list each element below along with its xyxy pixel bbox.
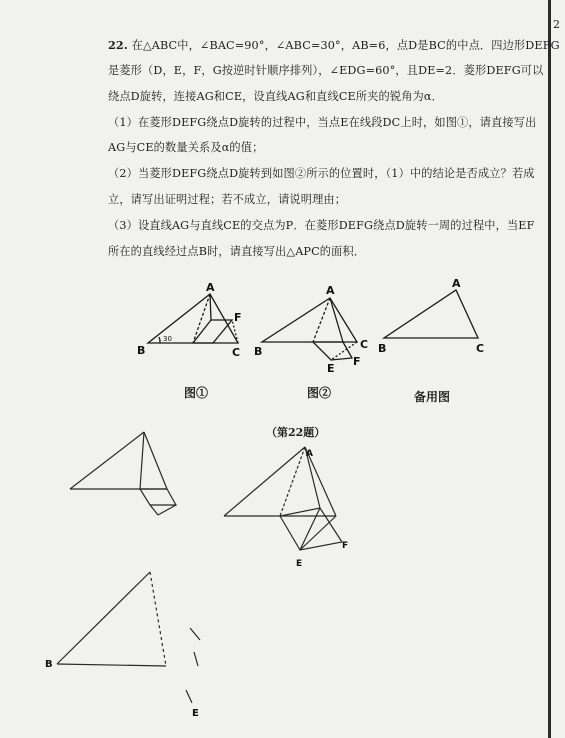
fig1-label-b: B: [137, 344, 146, 357]
spare-label-c: C: [476, 342, 485, 355]
part2-line-1: （2）当菱形DEFG绕点D旋转到如图②所示的位置时，（1）中的结论是否成立？若成: [108, 167, 535, 180]
part3-line-2: 所在的直线经过点B时，请直接写出△APC的面积．: [108, 245, 366, 258]
sketch3-side-ab: [57, 572, 150, 664]
fig1-label-f: F: [234, 311, 242, 324]
figure-2: [262, 298, 357, 360]
sketch1-line-ad: [140, 432, 144, 489]
fig2-label-b: B: [254, 345, 263, 358]
fig2-caption: 图②: [307, 386, 332, 400]
sketch1-extension-2: [158, 505, 176, 515]
fig2-triangle-abc: [262, 298, 357, 342]
problem-text-line: 在△ABC中，∠BAC=90°，∠ABC=30°，AB=6，点D是BC的中点．四边形DEFG: [131, 39, 560, 52]
problem-number: 22.: [108, 38, 128, 52]
student-sketch-3: [57, 572, 200, 703]
sketch3-side-bc: [57, 664, 166, 666]
sketch2-label-a: A: [306, 449, 313, 459]
sketch3-tick-2: [194, 652, 198, 666]
question-caption: （第22题）: [266, 426, 326, 439]
part3-line-1: （3）设直线AG与直线CE的交点为P．在菱形DEFG绕点D旋转一周的过程中，当EF: [108, 219, 535, 232]
sketch2-label-e: E: [296, 559, 303, 569]
fig2-label-a: A: [326, 284, 335, 297]
sketch2-diagonal: [300, 508, 320, 550]
fig1-label-c: C: [232, 346, 241, 359]
spare-figure-caption: 备用图: [414, 390, 451, 404]
fig2-label-e: E: [327, 362, 335, 375]
fig2-segment-ag: [330, 298, 343, 342]
part2-line-2: 立，请写出证明过程；若不成立，请说明理由；: [108, 193, 347, 206]
sketch3-side-ac: [150, 572, 166, 666]
fig2-median-ad: [313, 298, 330, 342]
fig1-label-a: A: [206, 281, 215, 294]
spare-triangle-abc: [384, 290, 478, 338]
page-corner-mark: 2: [553, 18, 560, 31]
student-sketch-2: [224, 447, 342, 550]
sketch1-rhombus: [140, 489, 176, 505]
fig2-label-f: F: [353, 355, 361, 368]
student-sketch-1: [70, 432, 176, 515]
figure-1: [148, 294, 238, 343]
sketch2-label-f: F: [342, 541, 349, 551]
spare-label-b: B: [378, 342, 387, 355]
fig1-segment-ag: [210, 294, 211, 320]
part1-line-2: AG与CE的数量关系及α的值；: [108, 141, 264, 154]
sketch3-label-e: E: [192, 708, 199, 719]
sketch3-tick-3: [186, 690, 192, 703]
spare-figure: [384, 290, 478, 338]
fig2-rhombus-defg: [313, 342, 352, 360]
fig1-triangle-abc: [148, 294, 238, 343]
fig1-caption: 图①: [184, 386, 209, 400]
part1-line-1: （1）在菱形DEFG绕点D旋转的过程中，当点E在线段DC上时，如图①，请直接写出: [108, 116, 537, 129]
fig1-angle-mark: [159, 337, 160, 343]
fig2-label-c: C: [360, 338, 369, 351]
sketch1-extension: [150, 505, 158, 515]
sketch2-rhombus: [280, 508, 342, 550]
sketch1-side-ab: [70, 432, 144, 489]
sketch3-label-b: B: [45, 659, 53, 670]
fig1-angle-label: 30: [163, 335, 172, 343]
problem-line-3: 绕点D旋转，连接AG和CE，设直线AG和直线CE所夹的锐角为α．: [108, 90, 443, 103]
sketch2-segment-ce: [300, 516, 336, 550]
problem-line-2: 是菱形（D，E，F，G按逆时针顺序排列），∠EDG=60°，且DE=2．菱形DEFG可以: [108, 64, 544, 77]
sketch3-tick-1: [190, 628, 200, 640]
spare-label-a: A: [452, 277, 461, 290]
sketch1-side-ac: [144, 432, 167, 489]
